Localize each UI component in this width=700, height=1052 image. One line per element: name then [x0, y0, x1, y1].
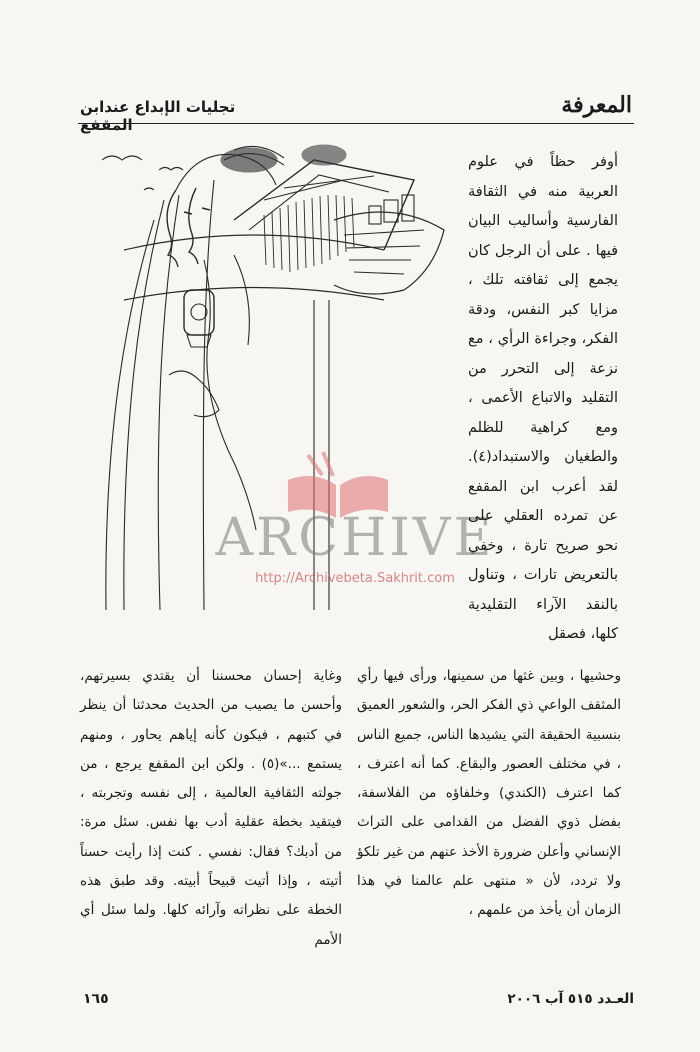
- bottom-right-column-text: وحشيها ، وبين غثها من سمينها، ورأى فيها رأي المثقف الواعي ذي الفكر الحر، والشعور العميق بنسبية الحقيقة التي يشيدها الناس، جميع الناس ، في مختلف العصور والبقاع. كما أنه اعترف ، كما اعترف (الكندي) وخلفاؤه من الفلاسفة، بفضل ذوي الفضل من القدامى على التراث الإنساني وأعلن ضرورة الأخذ عنهم من غير تلكؤ ولا تردد، لأن « منتهى علم عالمنا في هذا الزمان أن يأخذ من علمهم ،: [357, 668, 621, 919]
- page-number: ١٦٥: [83, 991, 109, 1007]
- watermark-text: ARCHIVE: [215, 508, 495, 568]
- section-title: تجليات الإبداع عندابن المقفع: [80, 98, 236, 134]
- watermark-url: http://Archivebeta.Sakhrit.com: [255, 571, 455, 586]
- bottom-left-column-text: وغاية إحسان محسننا أن يقتدي بسيرتهم، وأحسن ما يصيب من الحديث محدثنا أن ينظر في كتبهم ، فيكون كأنه إياهم يحاور ، ومنهم يستمع ...»(٥) . ولكن ابن المقفع يرجع ، من جولته الثقافية العالمية ، إلى نفسه وتجربته ، فيتقيد بخطة عقلية أدب بها نفس. سئل مرة: من أدبك؟ فقال: نفسي . كنت إذا رأيت حسناً أتيته ، وإذا أتيت قبيحاً أبيته. وقد طبق هذه الخطة على نظراته وآرائه كلها. ولما سئل أي الأمم: [80, 668, 343, 948]
- bottom-right-column: [357, 662, 621, 926]
- header-divider: [78, 123, 634, 124]
- bottom-left-column: [80, 662, 342, 955]
- narrow-column-text: أوفر حظاً في علوم العربية منه في الثقافة الفارسية وأساليب البيان فيها . على أن الرجل كان يجمع إلى ثقافته تلك ، مزايا كبر النفس، ودقة الفكر، وجراءة الرأي ، مع نزعة إلى التحرر من التقليد والاتباع الأعمى ، ومع كراهية للظلم والطغيان والاستبداد(٤). لقد أعرب ابن المقفع عن تمرده العقلي على نحو صريح تارة ، وخفي بالتعريض تارات ، وتناول بالنقد الآراء التقليدية كلها، فصقل: [468, 154, 618, 642]
- magazine-logo: [561, 92, 632, 118]
- narrow-column: [468, 148, 618, 650]
- magazine-logo-text: المعرفة: [561, 92, 632, 118]
- issue-info: العـدد ٥١٥ آب ٢٠٠٦: [507, 991, 634, 1007]
